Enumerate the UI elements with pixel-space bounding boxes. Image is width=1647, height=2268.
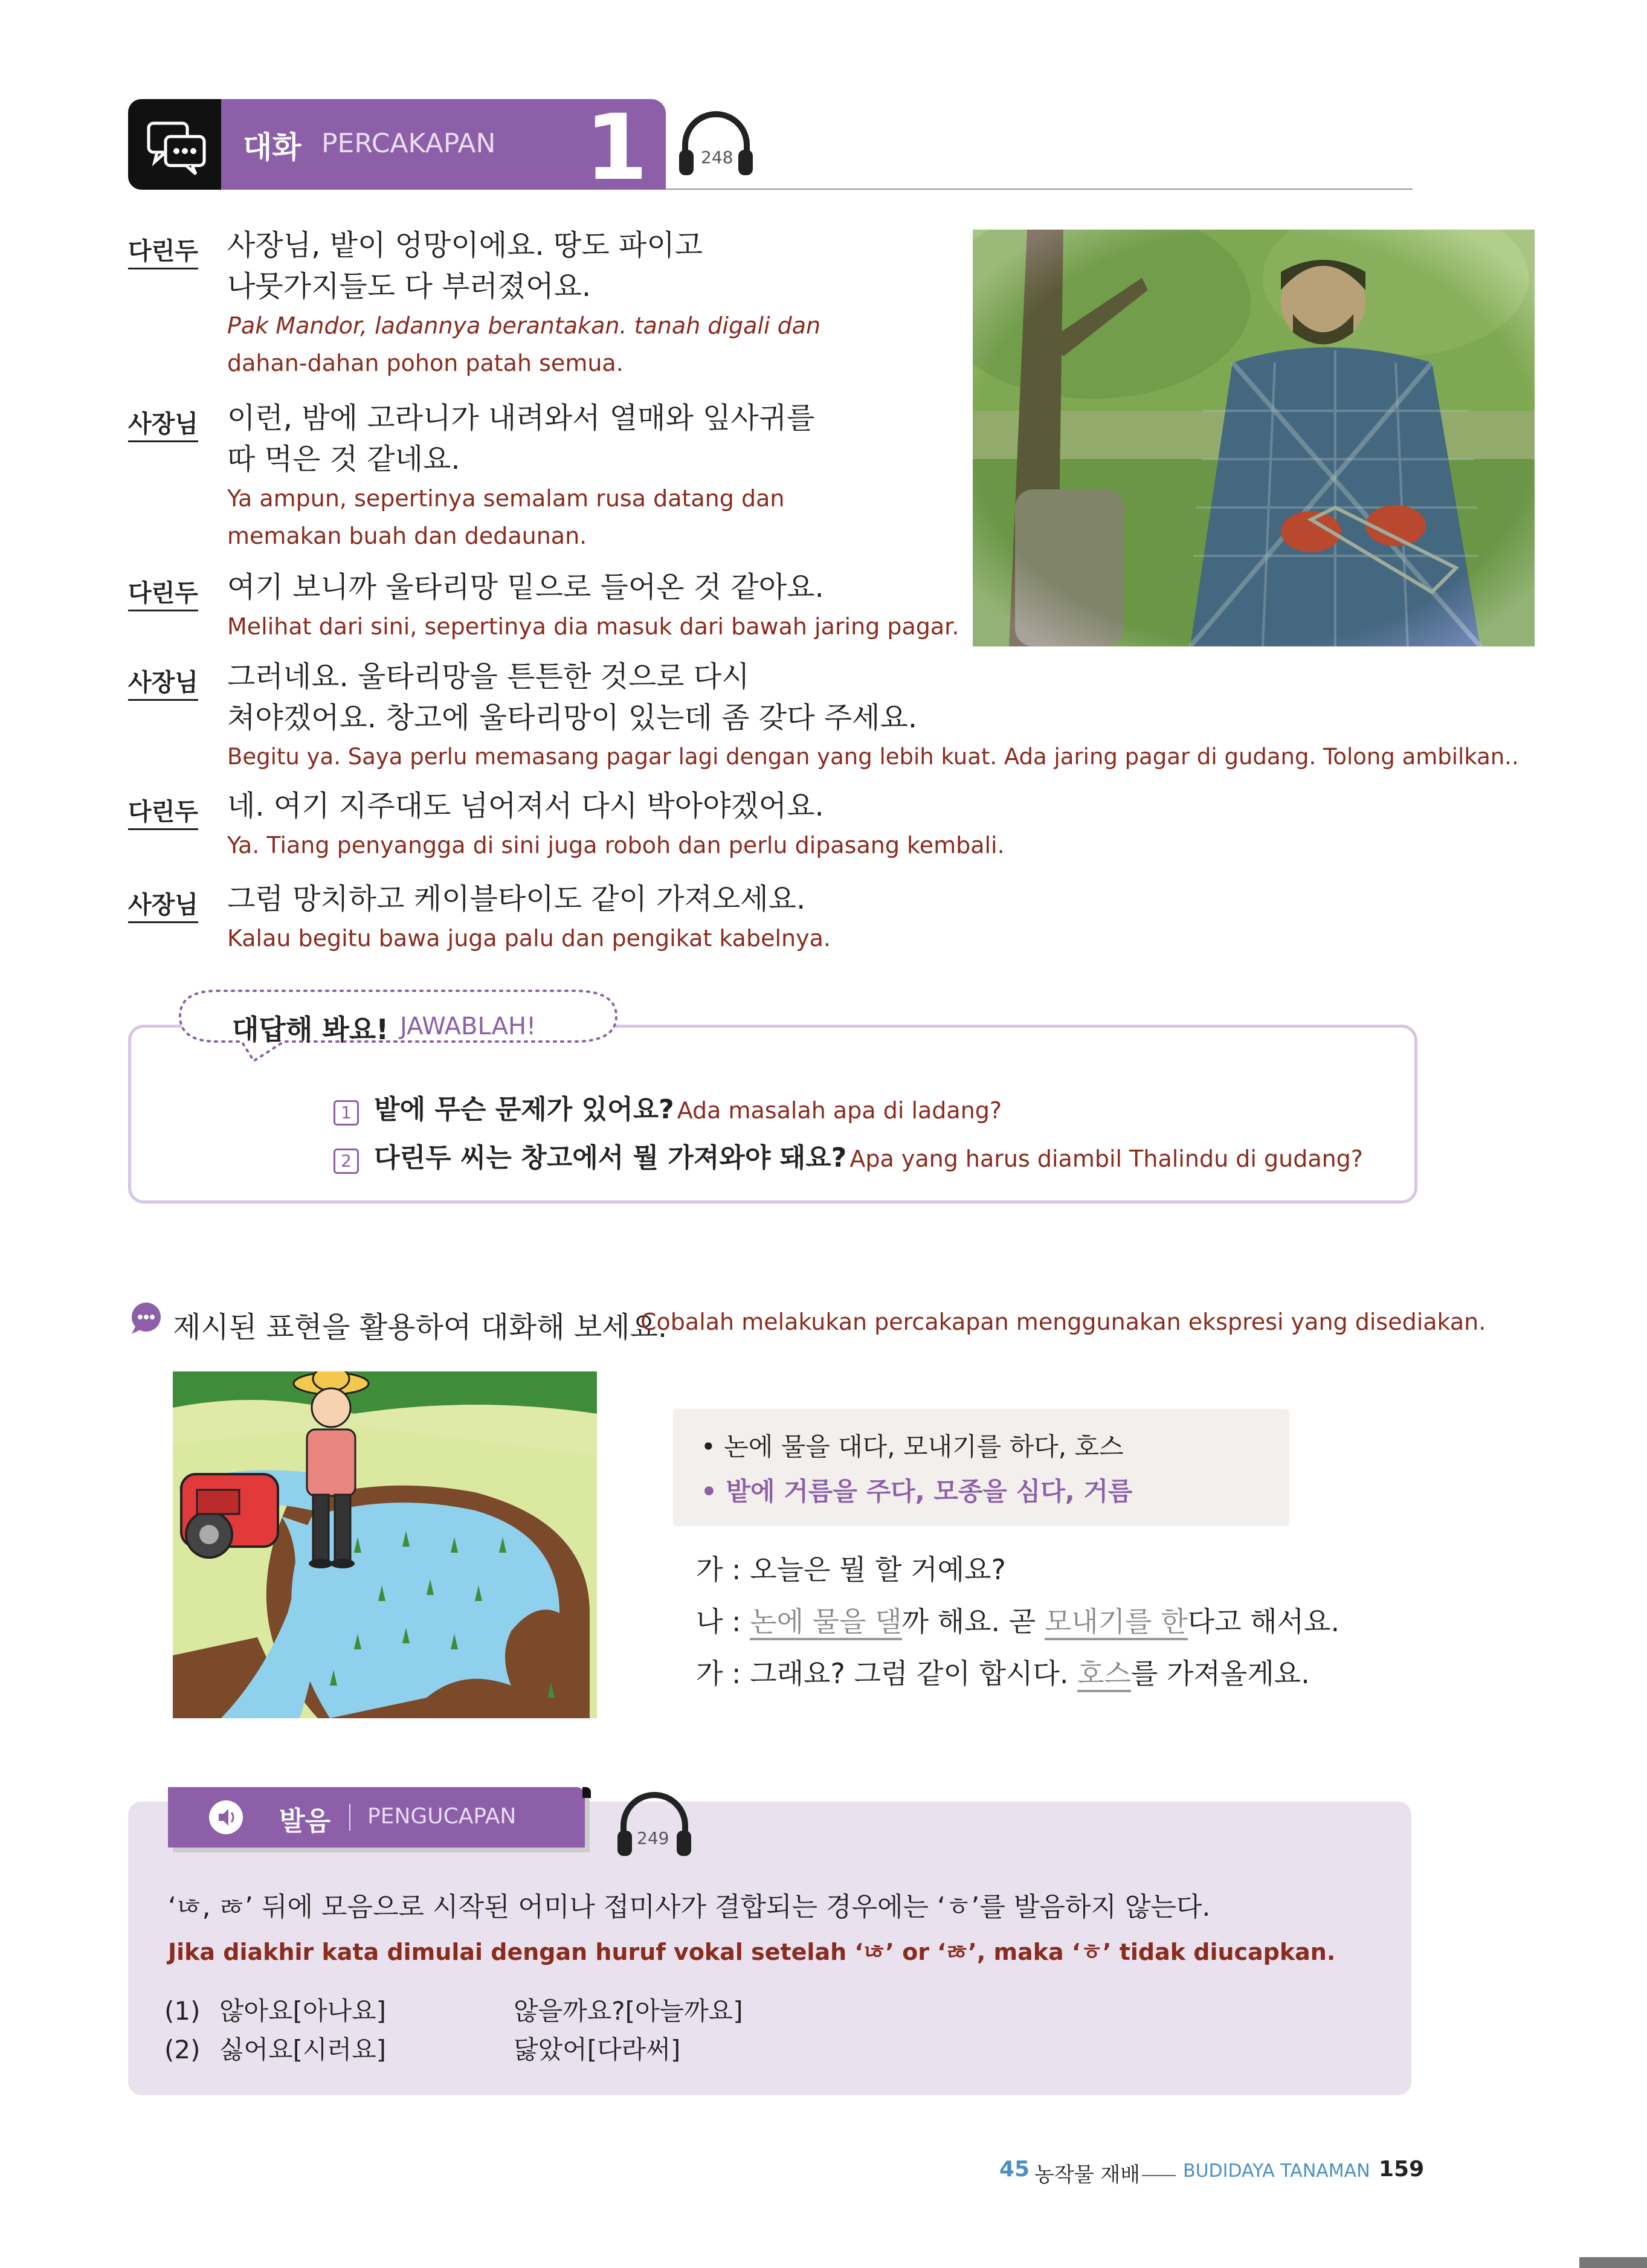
question-title-ko: 대답해 봐요! (232, 1013, 389, 1046)
section-title-id: PERCAKAPAN (321, 128, 496, 159)
pronunciation-example-1b (514, 1991, 743, 2028)
korean-text: 그러네요. 울타리망을 튼튼한 것으로 다시 (227, 660, 750, 694)
question-number: 2 (334, 1148, 359, 1174)
example-b: 않을까요?[아늘까요] (514, 1996, 743, 2026)
line-text: 나 : (696, 1605, 750, 1638)
practice-instruction-id: Cobalah melakukan percakapan menggunakan ekspresi yang disediakan. (640, 1309, 1486, 1335)
blank-slot: 논에 물을 댈 (750, 1605, 901, 1640)
expression-item: • 논에 물을 대다, 모내기를 하다, 호스 (701, 1432, 1124, 1461)
chat-icon (128, 99, 221, 190)
expression-box (673, 1409, 1289, 1526)
speech-icon (128, 1300, 164, 1336)
korean-text: 이런, 밤에 고라니가 내려와서 열매와 잎사귀를 (227, 401, 815, 435)
question-item-1 (334, 1087, 1002, 1126)
translation: Kalau begitu bawa juga palu dan pengikat kabelnya. (227, 925, 831, 952)
track-number: 248 (701, 147, 733, 167)
unit-number: 45 (999, 2157, 1030, 2182)
unit-title-id: BUDIDAYA TANAMAN (1183, 2160, 1370, 2182)
translation: Ya. Tiang penyangga di sini juga roboh dan perlu dipasang kembali. (227, 832, 1005, 859)
question-number: 1 (334, 1100, 359, 1126)
korean-text: 그럼 망치하고 케이블타이도 같이 가져오세요. (227, 882, 806, 916)
translation: Ya ampun, sepertinya semalam rusa datang dan (227, 485, 785, 512)
speaker: 다린두 (128, 232, 198, 269)
page-number: 159 (1379, 2157, 1425, 2182)
question-ko: 밭에 무슨 문제가 있어요? (374, 1094, 674, 1125)
translation: Pak Mandor, ladannya berantakan. tanah digali dan (227, 312, 821, 339)
conversation-icon-box (128, 99, 221, 190)
headphones-icon (615, 1792, 694, 1858)
line-text: 까 해요. 곧 (901, 1605, 1045, 1638)
example-a: 않아요[아나요] (219, 1996, 387, 2026)
footer-separator (1142, 2175, 1176, 2176)
line-text: 가 : 오늘은 뭘 할 거예요? (696, 1553, 1006, 1586)
farmer-photo (973, 230, 1535, 646)
practice-dialogue-line-3 (696, 1652, 1310, 1692)
korean-text: 사장님, 밭이 엉망이에요. 땅도 파이고 (227, 228, 703, 262)
speaker-icon (208, 1799, 244, 1835)
speaker: 다린두 (128, 574, 198, 611)
audio-track-249[interactable] (615, 1792, 694, 1861)
korean-text: 쳐야겠어요. 창고에 울타리망이 있는데 좀 갖다 주세요. (227, 701, 918, 735)
line-text: 가 : 그래요? 그럼 같이 합시다. (696, 1657, 1078, 1690)
translation: memakan buah dan dedaunan. (227, 523, 587, 549)
section-title-ko: 대화 (243, 130, 301, 165)
blank-slot: 호스 (1077, 1657, 1131, 1692)
question-id: Ada masalah apa di ladang? (677, 1097, 1002, 1124)
expression-item-highlighted: • 밭에 거름을 주다, 모종을 심다, 거름 (701, 1477, 1133, 1506)
section-number: 1 (585, 95, 648, 201)
headphones-icon (677, 111, 755, 178)
speaker: 사장님 (128, 405, 198, 442)
practice-dialogue-line-2 (696, 1600, 1339, 1640)
question-title-id: JAWABLAH! (400, 1013, 537, 1040)
translation: Melihat dari sini, sepertinya dia masuk dari bawah jaring pagar. (227, 613, 959, 640)
example-number: (1) (164, 1996, 201, 2026)
question-item-2 (334, 1136, 1363, 1174)
example-a: 싫어요[시러요] (219, 2035, 387, 2064)
track-number: 249 (637, 1828, 669, 1848)
korean-text: 따 먹은 것 같네요. (227, 442, 460, 476)
speaker: 다린두 (128, 793, 198, 830)
practice-dialogue-line-1 (696, 1548, 1006, 1588)
korean-text: 여기 보니까 울타리망 밑으로 들어온 것 같아요. (227, 570, 824, 604)
page-edge-tab (1579, 2257, 1647, 2268)
question-id: Apa yang harus diambil Thalindu di gudang? (849, 1145, 1363, 1172)
blank-slot: 모내기를 한 (1045, 1605, 1188, 1640)
translation: dahan-dahan pohon patah semua. (227, 350, 624, 376)
speaker: 사장님 (128, 663, 198, 701)
pronunciation-title-ko: 발음 (279, 1806, 331, 1837)
rice-field-illustration (173, 1371, 597, 1718)
pronunciation-example-1 (164, 1991, 386, 2028)
practice-instruction-ko: 제시된 표현을 활용하여 대화해 보세요. (173, 1310, 668, 1344)
example-b: 닳았어[다라써] (514, 2035, 681, 2064)
question-ko: 다린두 씨는 창고에서 뭘 가져와야 돼요? (374, 1142, 847, 1173)
pronunciation-title-id: PENGUCAPAN (367, 1804, 517, 1829)
unit-title-ko: 농작물 재배 (1034, 2163, 1141, 2187)
practice-chat-icon (128, 1300, 164, 1339)
translation: Begitu ya. Saya perlu memasang pagar lagi dengan yang lebih kuat. Ada jaring pagar di gudang. Tolong ambilkan.. (227, 744, 1519, 770)
header-divider (349, 1804, 350, 1831)
tab-corner (582, 1787, 591, 1798)
pronunciation-rule-id: Jika diakhir kata dimulai dengan huruf vokal setelah ‘ㄶ’ or ‘ㅀ’, maka ‘ㅎ’ tidak diucapkan. (168, 1939, 1336, 1965)
korean-text: 네. 여기 지주대도 넘어져서 다시 박아야겠어요. (227, 789, 824, 823)
speaker: 사장님 (128, 886, 198, 923)
pronunciation-example-2 (164, 2030, 386, 2066)
pronunciation-rule-ko: ‘ㄶ, ㅀ’ 뒤에 모음으로 시작된 어미나 접미사가 결합되는 경우에는 ‘ㅎ’를 발음하지 않는다. (168, 1892, 1211, 1922)
audio-track-248[interactable] (677, 111, 755, 180)
pronunciation-example-2b (514, 2030, 680, 2066)
example-number: (2) (164, 2035, 201, 2064)
line-text: 를 가져올게요. (1130, 1657, 1310, 1690)
header-rule (666, 188, 1413, 190)
line-text: 다고 해서요. (1187, 1605, 1340, 1638)
korean-text: 나뭇가지들도 다 부러졌어요. (227, 269, 591, 303)
